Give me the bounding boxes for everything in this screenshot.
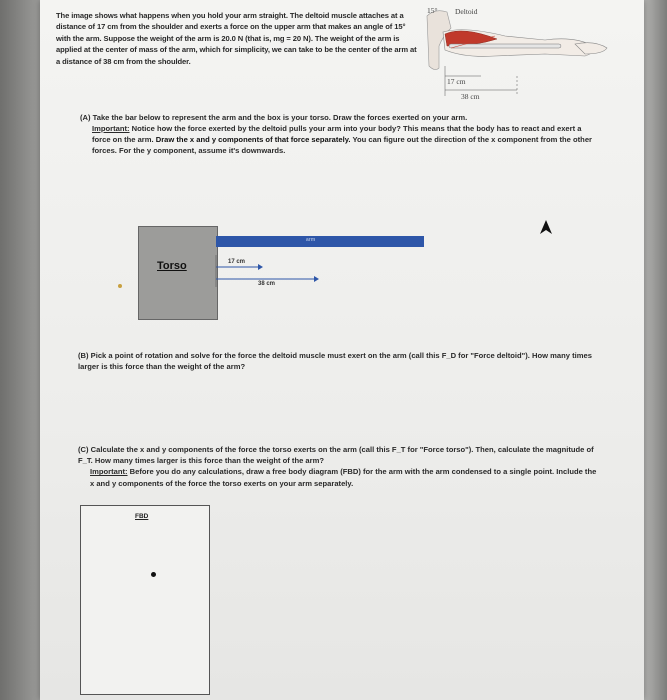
deltoid-label: Deltoid <box>455 7 478 16</box>
part-a-line: (A) Take the bar below to represent the arm and the box is your torso. Draw the forces exerted on your arm. <box>80 113 468 122</box>
part-a-important <box>80 123 600 156</box>
part-c-question <box>78 444 598 489</box>
fbd-point <box>151 572 156 577</box>
part-c-line: (C) Calculate the x and y components of the force the torso exerts on the arm (call this F_T for "Force torso"). Then, calculate the magnitude of F_T. How many times larger is this force than the weight of the arm? <box>78 445 594 466</box>
part-a-tail: You can figure out the direction of the x component from the other forces. For the y component, assume it's downwards. <box>92 135 592 155</box>
part-b-text: (B) Pick a point of rotation and solve for the force the deltoid muscle must exert on the arm (call this F_D for "Force deltoid"). How many times larger is this force than the weight of the arm? <box>78 351 592 371</box>
torso-label: Torso <box>157 260 187 272</box>
important-text: Notice how the force exerted by the deltoid pulls your arm into your body? This means that the body has to react and exert a force on the arm. <box>92 124 582 144</box>
fbd-label: FBD <box>135 513 149 520</box>
intro-paragraph: The image shows what happens when you hold your arm straight. The deltoid muscle attaches at a distance of 17 cm from the shoulder and exerts a force on the upper arm that makes an angle of 15° with the arm. Suppose the weight of the arm is 20.0 N (that is, mg = 20 N). The weight of the arm is applied at the center of mass of the arm, which for simplicity, we can take to be the center of the arm at a distance of 38 cm from the shoulder. <box>56 11 417 66</box>
components-instruction: Draw the x and y components of that force separately. <box>155 135 351 144</box>
torso-box[interactable] <box>138 226 218 320</box>
fbd-box[interactable] <box>80 505 210 695</box>
important-label: Important: <box>92 124 130 133</box>
part-b-question <box>78 350 598 372</box>
part-c-important-label: Important: <box>90 467 128 477</box>
angle-label: 15° <box>427 6 438 15</box>
arm-bar-label: arm <box>306 237 316 243</box>
diagram-short-dim: 17 cm <box>228 259 246 265</box>
arm-illustration <box>425 6 610 106</box>
short-distance-label: 17 cm <box>447 77 466 86</box>
part-c-important-text: Before you do any calculations, draw a free body diagram (FBD) for the arm with the arm condensed to a single point. Include the x and y components of the force the torso exerts on your arm separately. <box>90 467 597 488</box>
part-a-question <box>80 112 600 156</box>
part-c-important <box>78 466 598 488</box>
arm-bar[interactable] <box>216 236 424 247</box>
diagram-long-dim: 38 cm <box>258 281 276 287</box>
page-shadow-left <box>0 0 40 700</box>
arm-figure <box>425 6 610 106</box>
long-distance-label: 38 cm <box>461 92 480 101</box>
pointer-cursor-icon <box>538 218 554 236</box>
page-shadow-right <box>644 0 667 700</box>
stray-mark <box>118 284 122 288</box>
